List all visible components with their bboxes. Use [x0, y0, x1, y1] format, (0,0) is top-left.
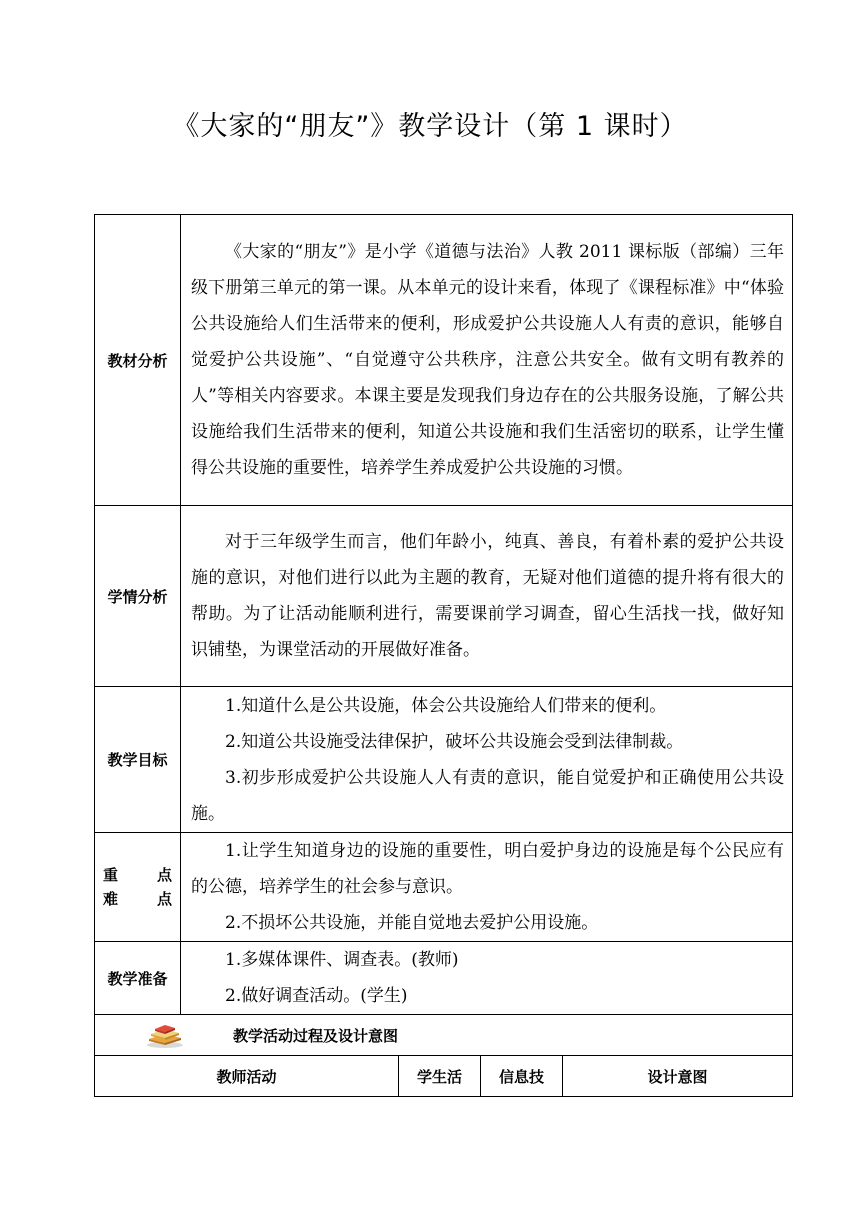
row-content — [181, 833, 793, 942]
row-label: 教材分析 — [95, 215, 181, 506]
label-char: 点 — [156, 866, 172, 884]
row-process-title — [95, 1015, 793, 1056]
row-textbook-analysis — [95, 215, 793, 506]
row-content — [181, 942, 793, 1015]
book-stack-icon — [145, 1023, 185, 1049]
process-title: 教学活动过程及设计意图 — [233, 1027, 399, 1045]
row-label: 教学准备 — [95, 942, 181, 1015]
list-item: 3.初步形成爱护公共设施人人有责的意识，能自觉爱护和正确使用公共设施。 — [191, 767, 785, 824]
list-item: 2.做好调查活动。(学生) — [225, 986, 408, 1006]
row-student-analysis — [95, 506, 793, 687]
list-item: 2.不损坏公共设施，并能自觉地去爱护公用设施。 — [225, 913, 599, 933]
row-label — [95, 833, 181, 942]
paragraph: 《大家的“朋友”》是小学《道德与法治》人教 2011 课标版（部编）三年级下册第三单元的第一课。从本单元的设计来看，体现了《课程标准》中“体验公共设施给人们生活带来的便利，形成爱护公共设施人人有责的意识，能够自觉爱护公共设施”、“自觉遵守公共秩序，注意公共安全。做有文明有教养的人”等相关内容要求。本课主要是发现我们身边存在的公共服务设施，了解公共设施给我们生活带来的便利，知道公共设施和我们生活密切的联系，让学生懂得公共设施的重要性，培养学生养成爱护公共设施的习惯。 — [191, 242, 785, 478]
column-header-infotech: 信息技 — [481, 1056, 563, 1097]
list-item: 1.知道什么是公共设施，体会公共设施给人们带来的便利。 — [225, 695, 667, 716]
row-teaching-goals — [95, 687, 793, 833]
list-item: 2.知道公共设施受法律保护，破坏公共设施会受到法律制裁。 — [225, 731, 684, 752]
paragraph: 对于三年级学生而言，他们年龄小，纯真、善良，有着朴素的爱护公共设施的意识，对他们进行以此为主题的教育，无疑对他们道德的提升将有很大的帮助。为了让活动能顺利进行，需要课前学习调查，留心生活找一找，做好知识铺垫，为课堂活动的开展做好准备。 — [191, 532, 785, 660]
row-label: 学情分析 — [95, 506, 181, 687]
row-teaching-preparation — [95, 942, 793, 1015]
document-title: 《大家的“朋友”》教学设计（第 1 课时） — [172, 111, 688, 142]
row-content — [181, 506, 793, 687]
process-title-cell — [95, 1015, 793, 1056]
list-item: 1.多媒体课件、调查表。(教师) — [225, 950, 459, 970]
row-process-columns — [95, 1056, 793, 1097]
row-key-difficult-points — [95, 833, 793, 942]
list-item: 1.让学生知道身边的设施的重要性，明白爱护身边的设施是每个公民应有的公德，培养学生的社会参与意识。 — [191, 841, 785, 897]
column-header-design-intent: 设计意图 — [563, 1056, 793, 1097]
row-content — [181, 215, 793, 506]
label-char: 难 — [103, 890, 119, 908]
label-char: 点 — [156, 890, 172, 908]
label-char: 重 — [103, 866, 119, 884]
column-header-student: 学生活 — [399, 1056, 481, 1097]
row-label: 教学目标 — [95, 687, 181, 833]
column-header-teacher: 教师活动 — [95, 1056, 399, 1097]
lesson-plan-table — [94, 214, 793, 1097]
row-content — [181, 687, 793, 833]
